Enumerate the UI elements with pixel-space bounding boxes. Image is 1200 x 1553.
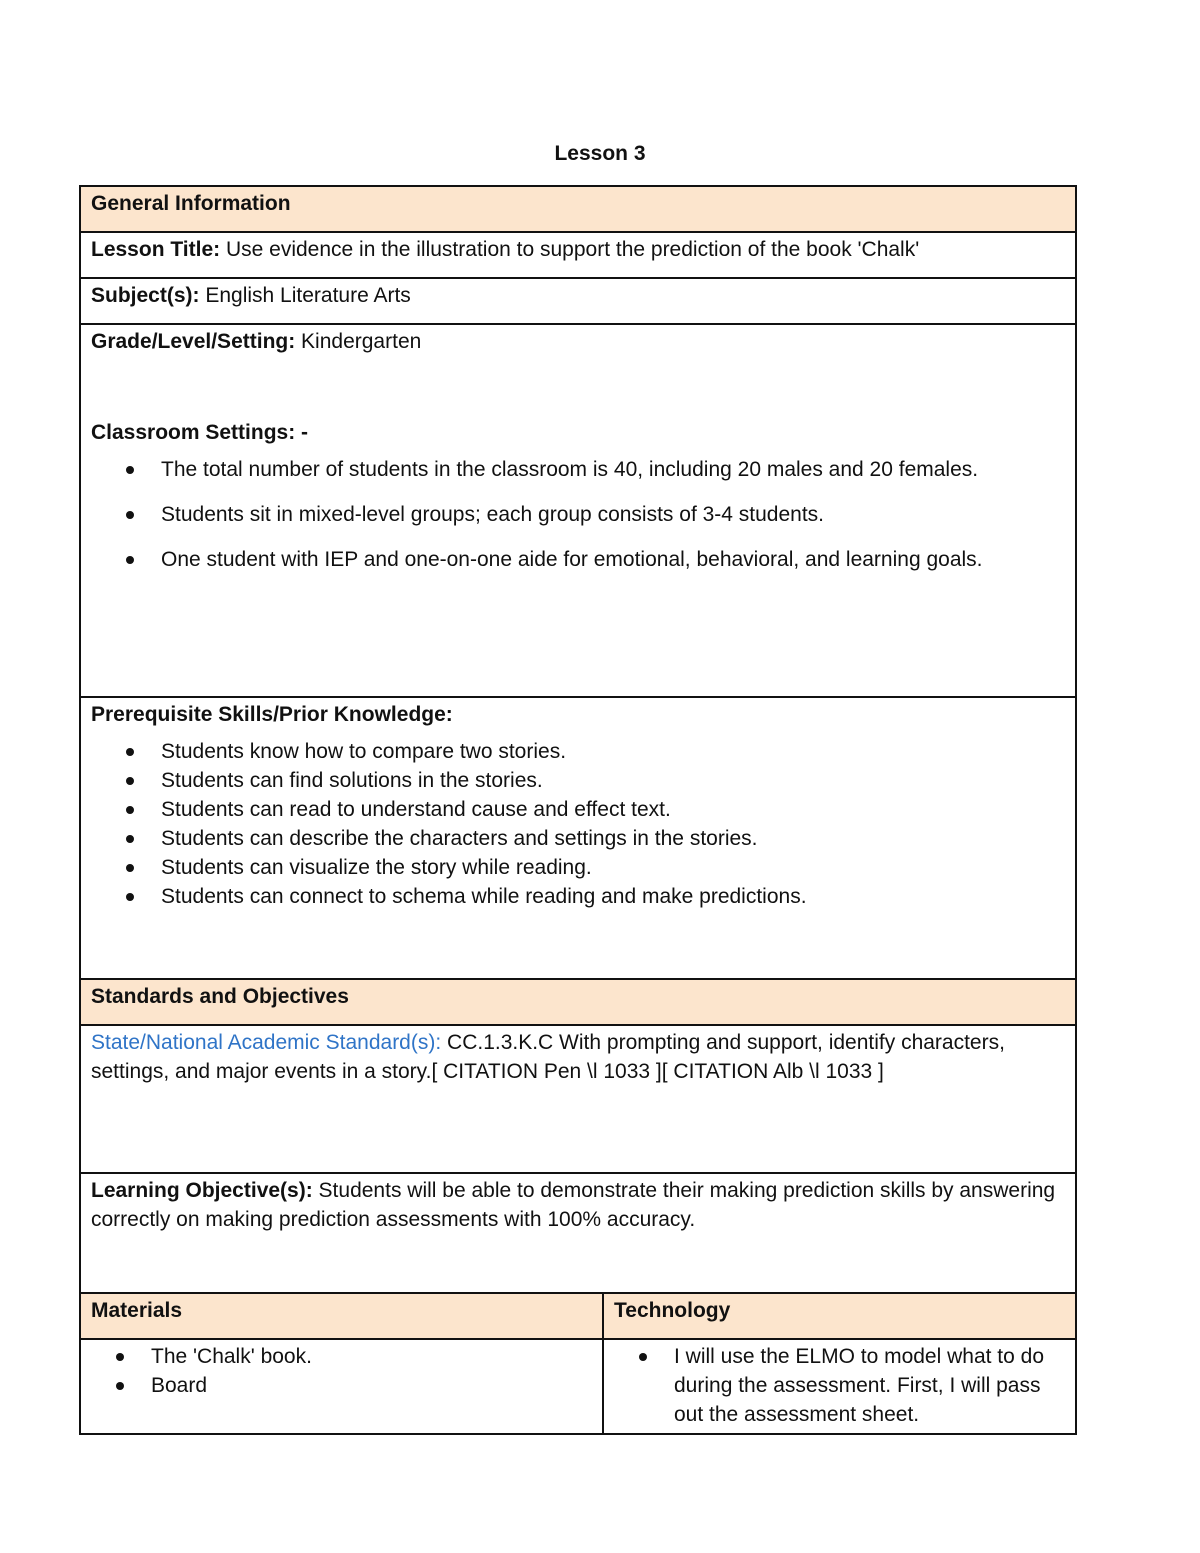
objective-label: Learning Objective(s): [91,1179,313,1202]
learning-objective-cell [80,1173,1076,1293]
lesson-plan-table [79,185,1077,1435]
prerequisite-cell [80,697,1076,979]
list-item: Students can describe the characters and settings in the stories. [161,824,1065,853]
technology-list [614,1342,1065,1429]
subject-label: Subject(s): [91,284,200,307]
materials-cell [80,1339,603,1434]
grade-value: Kindergarten [295,330,422,353]
materials-header: Materials [80,1293,603,1339]
list-item: Students can visualize the story while reading. [161,853,1065,882]
list-item: Students can read to understand cause and effect text. [161,795,1065,824]
list-item: Board [151,1371,592,1400]
document-title: Lesson 3 [554,142,646,165]
list-item: Students can connect to schema while reading and make predictions. [161,882,1065,911]
grade-setting-cell [80,324,1076,697]
prerequisite-label: Prerequisite Skills/Prior Knowledge: [91,703,453,726]
grade-line [91,327,1065,356]
general-information-header: General Information [80,186,1076,232]
lesson-title-cell [80,232,1076,278]
standards-cell [80,1025,1076,1173]
lesson-title-value: Use evidence in the illustration to support the prediction of the book 'Chalk' [220,238,920,261]
list-item: Students sit in mixed-level groups; each group consists of 3-4 students. [161,500,1065,529]
standard-value: CC.1.3.K.C With prompting and support, identify characters, settings, and major events in a story.[ CITATION Pen \l 1033 ][ CITATION Alb \l 1033 ] [91,1031,1005,1083]
list-item: One student with IEP and one-on-one aide for emotional, behavioral, and learning goals. [161,545,1065,574]
standards-objectives-header: Standards and Objectives [80,979,1076,1025]
lesson-title-label: Lesson Title: [91,238,221,261]
list-item: Students can find solutions in the stories. [161,766,1065,795]
list-item: Students know how to compare two stories. [161,737,1065,766]
objective-value: Students will be able to demonstrate their making prediction skills by answering correctly on making prediction assessments with 100% accuracy. [91,1179,1056,1231]
subject-cell [80,278,1076,324]
standard-label: State/National Academic Standard(s): [91,1031,442,1054]
classroom-settings-list [91,455,1065,574]
prerequisite-list [91,737,1065,911]
technology-cell [603,1339,1076,1434]
list-item: The 'Chalk' book. [151,1342,592,1371]
technology-header: Technology [603,1293,1076,1339]
grade-label: Grade/Level/Setting: [91,330,296,353]
materials-list [91,1342,592,1400]
subject-value: English Literature Arts [199,284,411,307]
list-item: The total number of students in the classroom is 40, including 20 males and 20 females. [161,455,1065,484]
classroom-settings-label: Classroom Settings: - [91,421,309,444]
list-item: I will use the ELMO to model what to do during the assessment. First, I will pass out the assessment sheet. [674,1342,1065,1429]
